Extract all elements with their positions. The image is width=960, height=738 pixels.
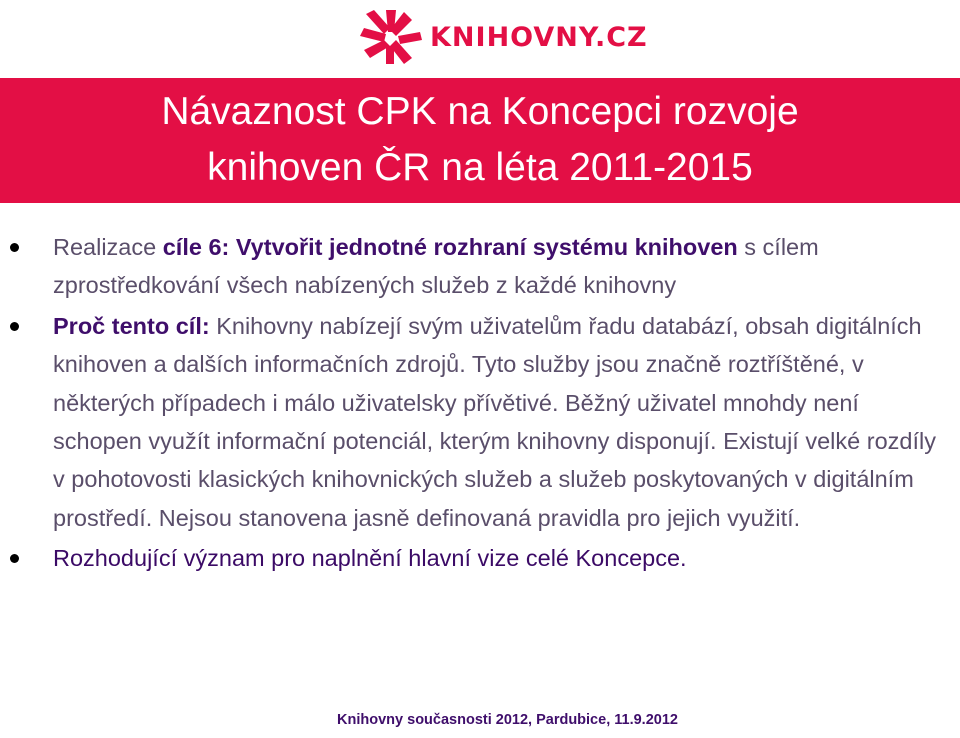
bullet-dot <box>10 322 19 331</box>
footer-text: Knihovny současnosti 2012, Pardubice, 11.9.2012 <box>337 712 678 728</box>
bullet-list <box>0 228 960 578</box>
logo <box>360 6 648 66</box>
title-line-2: knihoven ČR na léta 2011-2015 <box>207 146 753 189</box>
knihovny-star-logo-icon <box>360 6 424 66</box>
bullet-2-rest: Knihovny nabízejí svým uživatelům řadu databází, obsah digitálních knihoven a dalších informačních zdrojů. Tyto služby jsou značně roztříštěné, v některých případech i málo uživatelsky přívětivé. Běžný uživatel mnohdy není schopen využít informační potenciál, kterým knihovny disponují. Existují velké rozdíly v pohotovosti klasických knihovnických služeb a služeb poskytovaných v digitálním prostředí. Nejsou stanovena jasně definovaná pravidla pro jejich využití. <box>53 312 936 531</box>
title-line-1: Návaznost CPK na Koncepci rozvoje <box>161 90 799 133</box>
bullet-2-bold: Proč tento cíl: <box>53 312 210 339</box>
slide-title <box>0 84 960 196</box>
logo-text: KNIHOVNY.CZ <box>430 22 648 53</box>
bullet-1-lead: Realizace <box>53 234 163 260</box>
bullet-item-3 <box>0 539 960 577</box>
bullet-dot <box>10 554 19 563</box>
bullet-item-2 <box>0 307 960 537</box>
bullet-dot <box>10 243 19 252</box>
bullet-1-rest: s cílem zprostředkování všech nabízených služeb z každé knihovny <box>53 234 819 299</box>
bullet-3-rest: Rozhodující význam pro naplnění hlavní vize celé Koncepce. <box>53 545 687 572</box>
bullet-item-1 <box>0 228 960 305</box>
bullet-1-bold: cíle 6: Vytvořit jednotné rozhraní systému knihoven <box>162 234 738 260</box>
